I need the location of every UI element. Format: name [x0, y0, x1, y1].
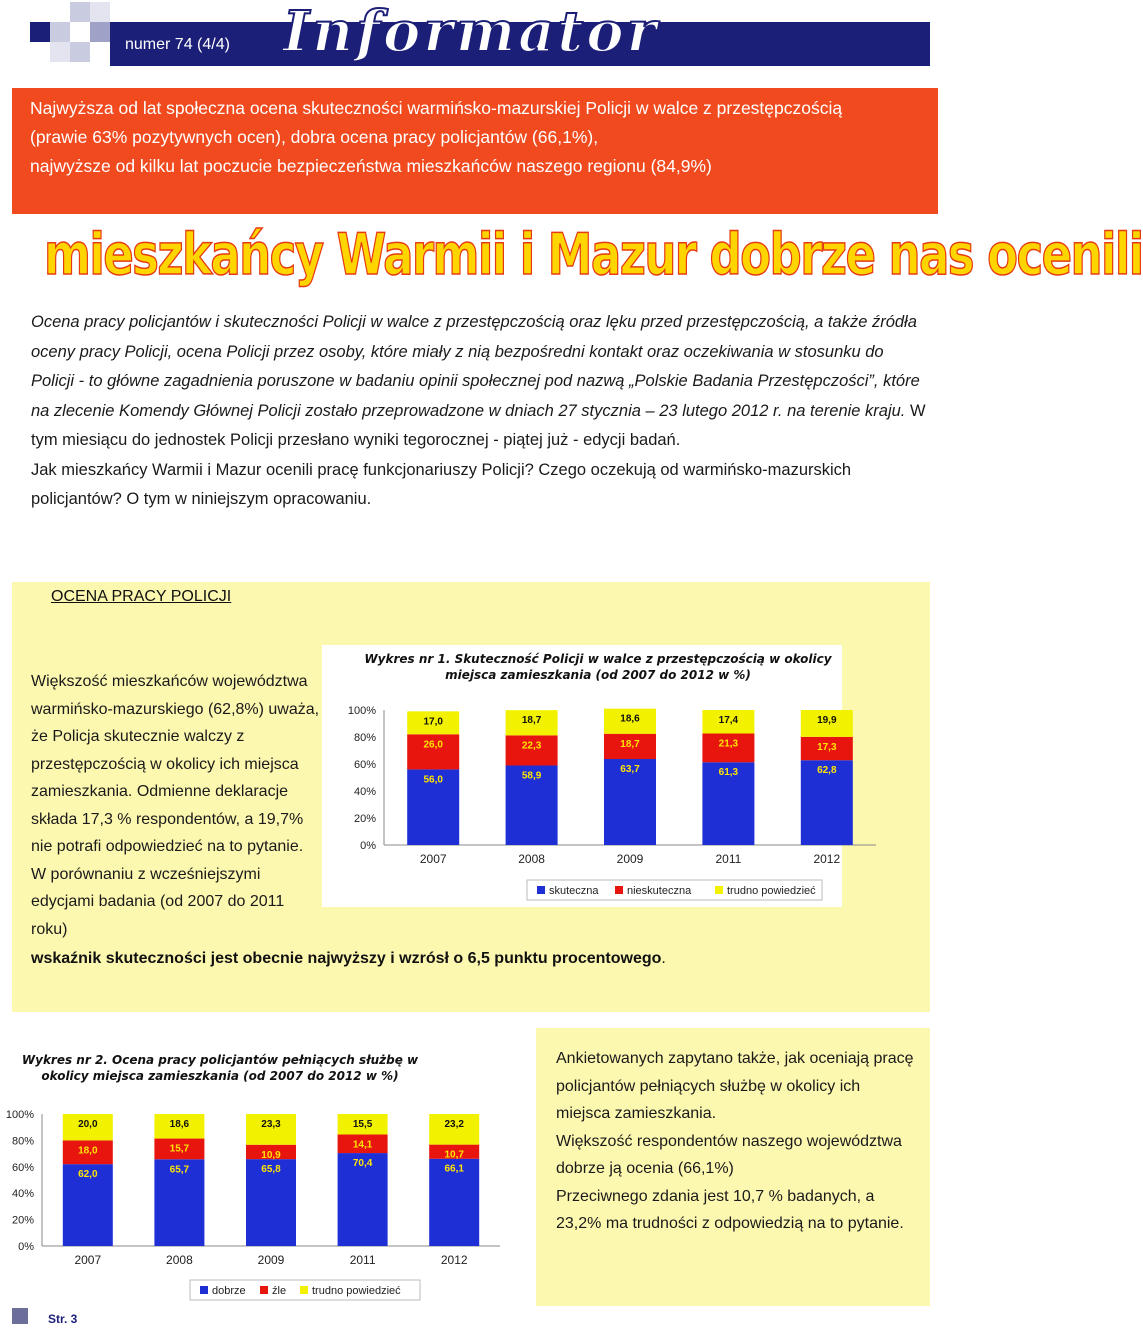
legend-label: skuteczna: [549, 885, 599, 897]
x-tick-label: 2007: [419, 852, 447, 866]
x-tick-label: 2011: [349, 1253, 376, 1267]
data-label: 26,0: [423, 739, 443, 751]
conclusion-bold: wskaźnik skuteczności jest obecnie najwyższy i wzrósł o 6,5 punktu procentowego: [31, 950, 662, 967]
data-label: 21,3: [718, 738, 739, 750]
decor-square: [90, 22, 110, 42]
data-label: 58,9: [521, 770, 542, 782]
chart-2: [0, 1092, 534, 1312]
legend-label: nieskuteczna: [627, 885, 692, 897]
y-tick-label: 80%: [353, 732, 376, 744]
data-label: 20,0: [78, 1119, 98, 1130]
data-label: 15,7: [169, 1143, 190, 1155]
brand-logo: Informator: [283, 0, 660, 65]
x-tick-label: 2012: [440, 1253, 468, 1267]
x-tick-label: 2011: [715, 852, 742, 866]
data-label: 61,3: [718, 767, 739, 779]
y-tick-label: 20%: [353, 813, 376, 825]
legend-label: dobrze: [212, 1285, 246, 1297]
data-label: 17,4: [718, 715, 739, 726]
legend-swatch: [715, 886, 723, 894]
intro-normal: W tym miesiącu do jednostek Policji przesłano wyniki tegorocznej - piątej już - edycji badań.: [31, 401, 926, 449]
legend-swatch: [615, 886, 623, 894]
y-tick-label: 80%: [11, 1135, 34, 1148]
chart-1-title-text: Wykres nr 1. Skuteczność Policji w walce z przestępczością w okolicy miejsca zamieszkania (od 2007 do 2012 w %): [364, 652, 832, 682]
decor-square: [70, 2, 90, 22]
data-label: 65,7: [169, 1164, 190, 1176]
chart-2-title-text: Wykres nr 2. Ocena pracy policjantów pełniących służbę w okolicy miejsca zamieszkania (od 2007 do 2012 w %): [21, 1053, 419, 1083]
legend-swatch: [200, 1286, 208, 1294]
intro-italic: Ocena pracy policjantów i skuteczności Policji w walce z przestępczością oraz lęku przed przestępczością, a także źródła oceny pracy Policji, ocena Policji przez osoby, które miały z nią bezpośredni kontakt oraz oczekiwania w stosunku do Policji - to główne zagadnienia poruszone w badaniu opinii społecznej pod nazwą „Polskie Badania Przestępczości”, które na zlecenie Komendy Głównej Policji zostało przeprowadzone w dniach 27 stycznia – 23 lutego 2012 r. na terenie kraju.: [31, 313, 920, 420]
y-tick-label: 20%: [11, 1214, 34, 1227]
y-tick-label: 40%: [353, 786, 376, 798]
conclusion-end: .: [661, 950, 666, 967]
section-2-text: [556, 1045, 916, 1238]
legend-swatch: [260, 1286, 268, 1294]
data-label: 23,2: [444, 1119, 464, 1130]
data-label: 23,3: [261, 1119, 281, 1130]
data-label: 63,7: [620, 764, 640, 776]
intro-paragraph: [31, 308, 931, 515]
headline: mieszkańcy Warmii i Mazur dobrze nas ocenili: [44, 222, 1143, 288]
y-tick-label: 0%: [18, 1241, 34, 1253]
section-conclusion: [31, 947, 666, 971]
decor-square: [90, 2, 110, 22]
data-label: 66,1: [444, 1163, 464, 1175]
x-tick-label: 2007: [74, 1253, 102, 1267]
section-2-paragraph: Przeciwnego zdania jest 10,7 % badanych, a 23,2% ma trudności z odpowiedzią na to pytanie.: [556, 1187, 904, 1232]
data-label: 18,7: [521, 715, 542, 727]
section-title: OCENA PRACY POLICJI: [51, 588, 232, 605]
data-label: 65,8: [261, 1164, 281, 1176]
decor-square: [50, 22, 70, 42]
data-label: 17,0: [423, 716, 443, 728]
y-tick-label: 60%: [353, 759, 376, 771]
lead-line: (prawie 63% pozytywnych ocen), dobra ocena pracy policjantów (66,1%),: [30, 127, 599, 147]
y-tick-label: 60%: [11, 1161, 34, 1174]
data-label: 22,3: [521, 740, 542, 752]
data-label: 10,7: [444, 1149, 464, 1161]
x-tick-label: 2012: [813, 852, 841, 866]
legend-swatch: [537, 886, 545, 894]
data-label: 17,3: [817, 741, 837, 753]
lead-banner-text: [30, 94, 910, 181]
section-2-paragraph: Większość respondentów naszego województwa dobrze ją ocenia (66,1%): [556, 1132, 902, 1177]
lead-line: najwyższe od kilku lat poczucie bezpieczeństwa mieszkańców naszego regionu (84,9%): [30, 156, 712, 176]
intro-questions: Jak mieszkańcy Warmii i Mazur ocenili pracę funkcjonariuszy Policji? Czego oczekują od warmińsko-mazurskich policjantów? O tym w niniejszym opracowaniu.: [31, 460, 852, 508]
data-label: 18,7: [620, 738, 640, 750]
y-tick-label: 100%: [5, 1109, 34, 1121]
decor-square: [70, 42, 90, 62]
page-number: Str. 3: [48, 1312, 78, 1326]
legend-swatch: [300, 1286, 308, 1294]
data-label: 15,5: [352, 1119, 373, 1130]
data-label: 56,0: [423, 774, 443, 786]
x-tick-label: 2009: [616, 852, 644, 866]
data-label: 18,6: [169, 1119, 190, 1130]
data-label: 70,4: [352, 1158, 373, 1170]
y-tick-label: 100%: [347, 705, 376, 717]
data-label: 62,0: [78, 1169, 98, 1181]
x-tick-label: 2008: [166, 1253, 193, 1267]
lead-line: Najwyższa od lat społeczna ocena skuteczności warmińsko-mazurskiej Policji w walce z przestępczością: [30, 98, 843, 118]
data-label: 18,0: [78, 1145, 98, 1157]
x-tick-label: 2008: [518, 852, 545, 866]
data-label: 62,8: [817, 765, 837, 777]
chart-2-title: [0, 1052, 440, 1084]
y-tick-label: 40%: [11, 1188, 34, 1201]
issue-number: numer 74 (4/4): [125, 36, 230, 53]
decor-square: [30, 22, 50, 42]
chart-1: [322, 690, 902, 910]
chart-1-title: [348, 651, 848, 683]
data-label: 10,9: [261, 1149, 281, 1161]
data-label: 19,9: [817, 715, 837, 726]
section-paragraph: Większość mieszkańców województwa warmińsko-mazurskiego (62,8%) uważa, że Policja skutecznie walczy z przestępczością w okolicy ich miejsca zamieszkania. Odmienne deklaracje składa 17,3 % respondentów, a 19,7% nie potrafi odpowiedzieć na to pytanie. W porównaniu z wcześniejszymi edycjami badania (od 2007 do 2011 roku): [31, 673, 320, 938]
footer-square: [12, 1308, 28, 1324]
legend-label: źle: [272, 1285, 287, 1297]
decor-square: [50, 42, 70, 62]
data-label: 18,6: [620, 713, 640, 725]
y-tick-label: 0%: [360, 840, 376, 852]
x-tick-label: 2009: [257, 1253, 285, 1267]
section-2-paragraph: Ankietowanych zapytano także, jak oceniają pracę policjantów pełniących służbę w okolicy ich miejsca zamieszkania.: [556, 1050, 914, 1122]
data-label: 14,1: [352, 1139, 373, 1151]
legend-label: trudno powiedzieć: [727, 885, 816, 897]
legend-label: trudno powiedzieć: [312, 1285, 401, 1297]
